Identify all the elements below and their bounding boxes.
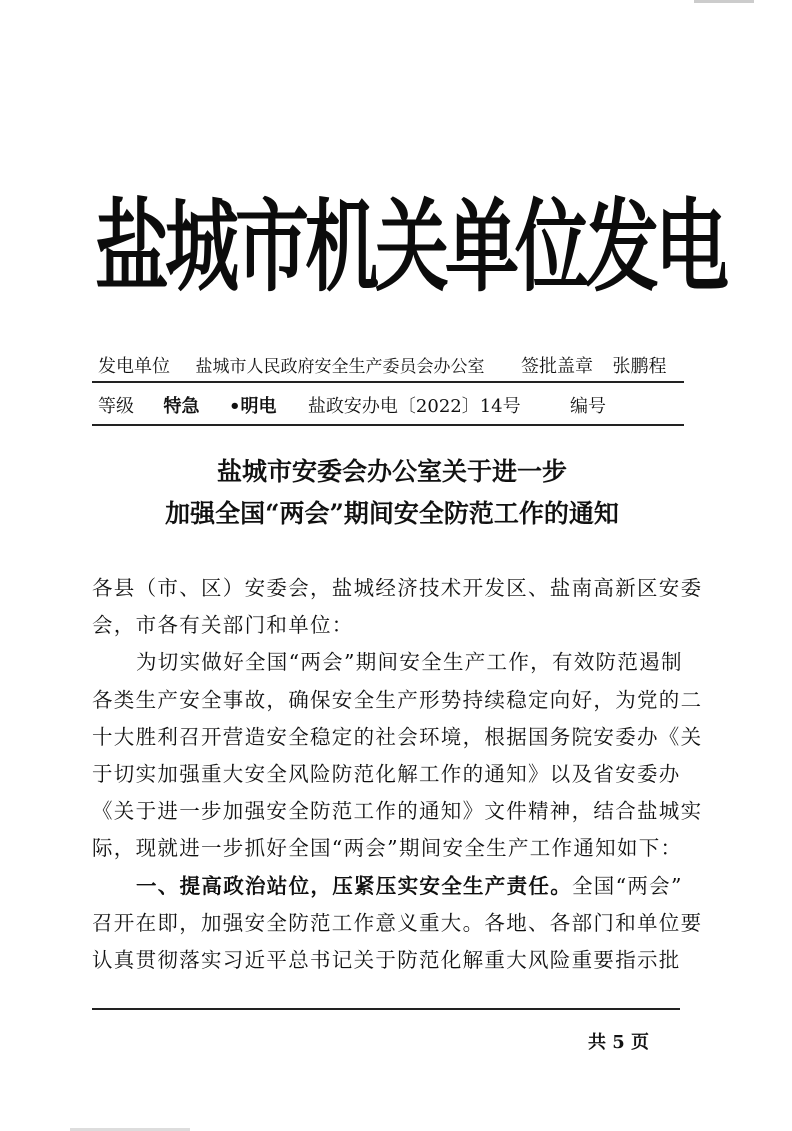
scan-artifact: [694, 0, 754, 3]
doc-number: 盐政安办电〔2022〕14号: [307, 396, 521, 417]
signature-block: [521, 352, 666, 378]
body-line: 认真贯彻落实习近平总书记关于防范化解重大风险重要指示批: [92, 947, 681, 972]
sign-value: 张鹏程: [612, 356, 667, 377]
body-line: 各类生产安全事故，确保安全生产形势持续稳定向好，为党的二: [92, 687, 703, 712]
body-line: 为切实做好全国“两会”期间安全生产工作，有效防范遏制: [136, 650, 683, 675]
grade-value: 特急: [163, 396, 200, 417]
body-line: 际，现就进一步抓好全国“两会”期间安全生产工作通知如下：: [92, 836, 683, 861]
notice-title-line: 加强全国“两会”期间安全防范工作的通知: [165, 499, 619, 528]
sign-label: 签批盖章: [521, 356, 593, 377]
grade-row: [98, 392, 521, 418]
body-line: 《关于进一步加强安全防范工作的通知》文件精神，结合盐城实: [92, 799, 703, 824]
body-text-run: 全国“两会”: [572, 873, 683, 898]
serial-label: 编号: [570, 396, 606, 417]
masthead-title: 盐城市机关单位发电: [95, 189, 725, 306]
header-rule: [92, 424, 684, 426]
section-heading-line: [92, 868, 692, 905]
body-line: 召开在即，加强安全防范工作意义重大。各地、各部门和单位要: [92, 910, 703, 935]
body-line: 于切实加强重大安全风险防范化解工作的通知》以及省安委办: [92, 761, 681, 786]
body-line: 会，市各有关部门和单位：: [92, 613, 354, 638]
notice-title-line: 盐城市安委会办公室关于进一步: [216, 457, 567, 486]
sender-row: [98, 352, 484, 378]
clear-text-marker: •明电: [228, 396, 277, 417]
notice-body: [92, 570, 703, 979]
grade-label: 等级: [98, 396, 134, 417]
page-total: 共 5 页: [588, 1032, 650, 1053]
header-rule: [92, 381, 684, 383]
sender-label: 发电单位: [98, 356, 170, 377]
section-heading: 一、提高政治站位，压紧压实安全生产责任。: [136, 873, 572, 898]
sender-value: 盐城市人民政府安全生产委员会办公室: [195, 357, 485, 377]
body-line: 各县（市、区）安委会，盐城经济技术开发区、盐南高新区安委: [92, 576, 703, 600]
body-line: 十大胜利召开营造安全稳定的社会环境，根据国务院安委办《关: [92, 724, 703, 749]
footer-rule: [92, 1008, 680, 1010]
